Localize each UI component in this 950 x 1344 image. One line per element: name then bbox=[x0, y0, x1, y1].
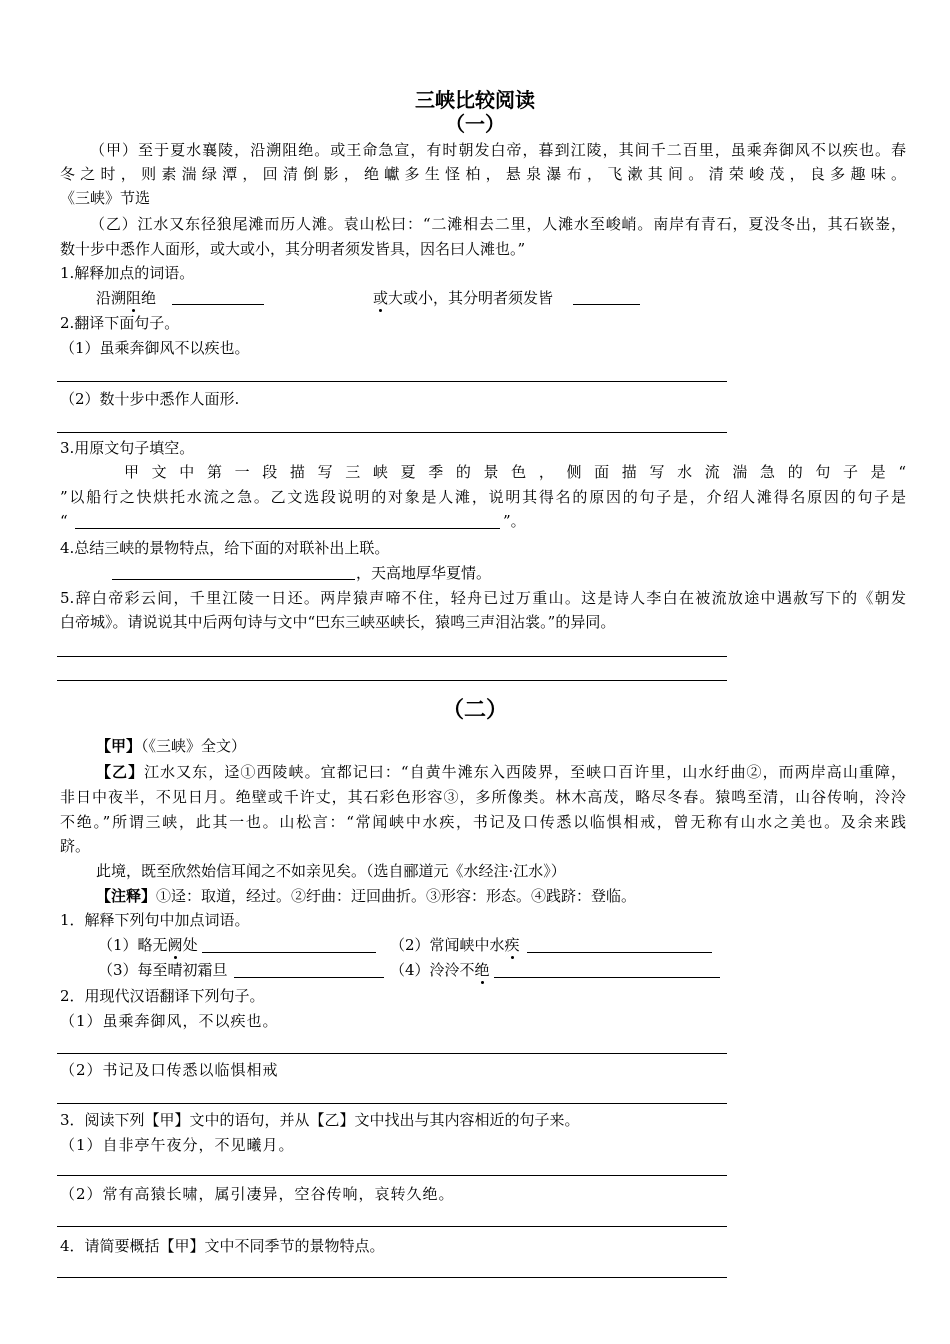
answer-line bbox=[57, 656, 727, 657]
passage-yi-line-1: （乙）江水又东径狼尾滩而历人滩。袁山松曰：“二滩相去二里，人滩水至峻峭。南岸有青石，夏没冬出，其石嵚崟， bbox=[90, 215, 906, 233]
passage-jia-line-2: 冬之时，则素湍绿潭，回清倒影，绝巘多生怪柏，悬泉瀑布，飞漱其间。清荣峻茂，良多趣味。 bbox=[60, 165, 906, 183]
jia-text: （《三峡》全文） bbox=[141, 737, 247, 755]
label-yi: 【乙】 bbox=[96, 763, 145, 781]
answer-blank bbox=[202, 938, 376, 953]
p1-q5-line-1: 5.辞白帝彩云间，千里江陵一日还。两岸猿声啼不住，轻舟已过万重山。这是诗人李白在被流放途中遇赦写下的《朝发 bbox=[60, 589, 906, 607]
yi-text: 江水又东，迳①西陵峡。宜都记曰：“自黄牛滩东入西陵界，至峡口百许里，山水纡曲②，而两岸高山重障， bbox=[144, 763, 906, 781]
p2-q2-prompt: 2．用现代汉语翻译下列句子。 bbox=[60, 987, 265, 1005]
p2-yi-line-3: 不绝。”所谓三峡，此其一也。山松言：“常闻峡中水疾，书记及口传悉以临惧相戒，曾无称有山水之美也。及余来践 bbox=[60, 813, 906, 831]
answer-line bbox=[57, 432, 727, 433]
dotted-word: 绝 bbox=[474, 961, 490, 979]
p1-q3-close-quote: ”。 bbox=[503, 512, 526, 530]
item-text: 绝 bbox=[141, 289, 157, 307]
p1-q2-item-2: （2）数十步中悉作人面形. bbox=[60, 390, 240, 408]
p2-q3-item-2: （2）常有高猿长啸，属引凄异，空谷传响，哀转久绝。 bbox=[60, 1185, 455, 1203]
p2-yi-line-1 bbox=[96, 763, 906, 781]
p2-jia bbox=[96, 737, 246, 755]
p2-notes bbox=[96, 887, 636, 905]
dotted-word: 疾 bbox=[504, 936, 520, 954]
answer-blank bbox=[494, 963, 720, 978]
p2-q2-item-2: （2）书记及口传悉以临惧相戒 bbox=[60, 1061, 279, 1079]
section-heading-2: （二） bbox=[441, 697, 508, 723]
notes-text: ①迳：取道，经过。②纡曲：迂回曲折。③形容：形态。④践跻：登临。 bbox=[156, 887, 637, 905]
answer-line bbox=[57, 680, 727, 681]
item-text: （2）常闻峡中水 bbox=[390, 936, 505, 954]
p1-q1-item-2 bbox=[373, 289, 553, 307]
answer-blank bbox=[234, 963, 384, 978]
item-text: （4）泠泠不 bbox=[390, 961, 475, 979]
item-text: （1）略无 bbox=[98, 936, 168, 954]
label-jia: 【甲】 bbox=[96, 737, 142, 755]
item-text: 大或小，其分明者须发皆 bbox=[388, 289, 554, 307]
p2-yi-continuation: 此境，既至欣然始信耳闻之不如亲见矣。（选自郦道元《水经注·江水》） bbox=[96, 862, 566, 880]
p2-yi-line-4: 跻。 bbox=[60, 837, 91, 855]
answer-blank bbox=[573, 290, 640, 305]
p1-q3-open-quote: “ bbox=[60, 512, 68, 530]
section-heading-1: （一） bbox=[445, 112, 505, 136]
p2-q1-item-4 bbox=[390, 961, 490, 979]
item-text: 沿溯 bbox=[96, 289, 127, 307]
p1-q1-prompt: 1.解释加点的词语。 bbox=[60, 264, 195, 282]
label-notes: 【注释】 bbox=[96, 887, 157, 905]
doc-title: 三峡比较阅读 bbox=[415, 88, 535, 112]
p1-q4-prompt: 4.总结三峡的景物特点，给下面的对联补出上联。 bbox=[60, 539, 390, 557]
answer-line bbox=[57, 1277, 727, 1278]
p1-q2-prompt: 2.翻译下面句子。 bbox=[60, 314, 180, 332]
answer-blank bbox=[172, 290, 264, 305]
passage-jia-line-1: （甲）至于夏水襄陵，沿溯阻绝。或王命急宣，有时朝发白帝，暮到江陵，其间千二百里，虽乘奔御风不以疾也。春 bbox=[90, 141, 906, 159]
answer-line bbox=[57, 381, 727, 382]
p1-q2-item-1: （1）虽乘奔御风不以疾也。 bbox=[60, 339, 250, 357]
p2-q1-item-2 bbox=[390, 936, 520, 954]
passage-yi-line-2: 数十步中悉作人面形，或大或小，其分明者须发皆具，因名曰人滩也。” bbox=[60, 240, 526, 258]
answer-line bbox=[57, 1175, 727, 1176]
p2-q1-item-1 bbox=[98, 936, 198, 954]
p2-q1-item-3: （3）每至晴初霜旦 bbox=[98, 961, 228, 979]
dotted-word: 阙 bbox=[167, 936, 183, 954]
p2-q1-prompt: 1．解释下列句中加点词语。 bbox=[60, 911, 250, 929]
p2-q3-item-1: （1）自非亭午夜分，不见曦月。 bbox=[60, 1136, 295, 1154]
answer-blank bbox=[527, 938, 712, 953]
p1-q3-line-2: ”以船行之快烘托水流之急。乙文选段说明的对象是人滩，说明其得名的原因的句子是，介绍人滩得名原因的句子是 bbox=[60, 488, 906, 506]
p1-q3-line-1: 甲文中第一段描写三峡夏季的景色，侧面描写水流湍急的句子是“ bbox=[124, 463, 906, 481]
passage-jia-source: 《三峡》节选 bbox=[60, 189, 151, 207]
answer-blank bbox=[112, 565, 355, 580]
p2-q3-prompt: 3．阅读下列【甲】文中的语句，并从【乙】文中找出与其内容相近的句子来。 bbox=[60, 1111, 580, 1129]
p1-q4-couplet: ，天高地厚华夏情。 bbox=[356, 564, 492, 582]
answer-line bbox=[57, 1053, 727, 1054]
p1-q3-prompt: 3.用原文句子填空。 bbox=[60, 439, 195, 457]
answer-blank bbox=[75, 514, 500, 529]
p2-q2-item-1: （1）虽乘奔御风，不以疾也。 bbox=[60, 1012, 279, 1030]
item-text: 处 bbox=[182, 936, 198, 954]
answer-line bbox=[57, 1103, 727, 1104]
p2-yi-line-2: 非日中夜半，不见日月。绝壁或千许丈，其石彩色形容③，多所像类。林木高茂，略尽冬春。猿鸣至清，山谷传响，泠泠 bbox=[60, 788, 906, 806]
answer-line bbox=[57, 1226, 727, 1227]
dotted-word: 阻 bbox=[126, 289, 142, 307]
p2-q4-prompt: 4．请简要概括【甲】文中不同季节的景物特点。 bbox=[60, 1237, 385, 1255]
dotted-word: 或 bbox=[373, 289, 389, 307]
p1-q1-item-1 bbox=[96, 289, 156, 307]
p1-q5-line-2: 白帝城》。请说说其中后两句诗与文中“巴东三峡巫峡长，猿鸣三声泪沾裳。”的异同。 bbox=[60, 613, 616, 631]
